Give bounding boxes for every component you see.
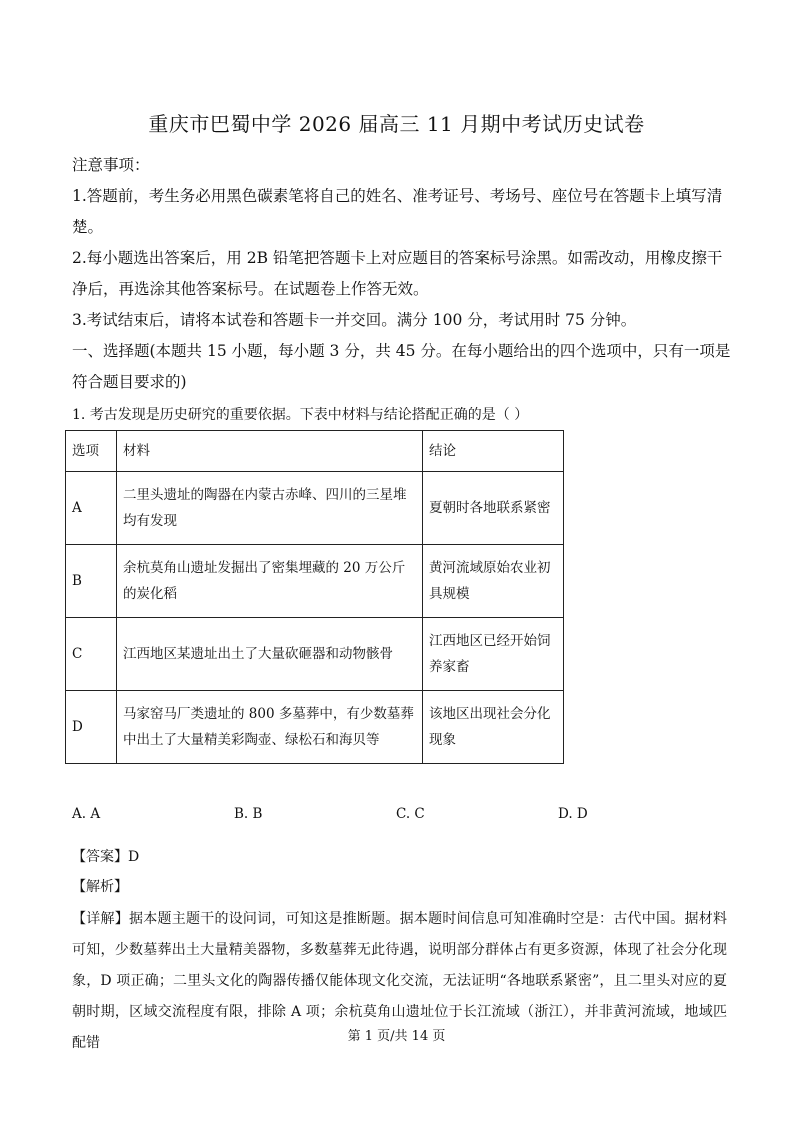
- table-row: [66, 691, 564, 764]
- note-item-3: 3.考试结束后，请将本试卷和答题卡一并交回。满分 100 分，考试用时 75 分钟。: [72, 311, 637, 329]
- row-conclusion: 江西地区已经开始饲养家畜: [423, 618, 564, 691]
- table-row: [66, 545, 564, 618]
- choice-d: D. D: [558, 806, 588, 822]
- row-material: 江西地区某遗址出土了大量砍砸器和动物骸骨: [117, 618, 423, 691]
- choice-c: C. C: [396, 806, 425, 822]
- row-conclusion: 该地区出现社会分化现象: [423, 691, 564, 764]
- row-material: 二里头遗址的陶器在内蒙古赤峰、四川的三星堆均有发现: [117, 472, 423, 545]
- exam-notes: [72, 150, 732, 398]
- row-conclusion: 黄河流域原始农业初具规模: [423, 545, 564, 618]
- row-option: B: [66, 545, 117, 618]
- page-footer: 第 1 页/共 14 页: [347, 1029, 446, 1044]
- section-heading: 一、选择题(本题共 15 小题，每小题 3 分，共 45 分。在每小题给出的四个选项中，只有一项是符合题目要求的): [72, 342, 731, 391]
- detail-paragraph: 【详解】据本题主题干的设问词，可知这是推断题。据本题时间信息可知准确时空是：古代中国。据材料可知，少数墓葬出土大量精美器物，多数墓葬无此待遇，说明部分群体占有更多资源，体现了社会分化现象，D 项正确；二里头文化的陶器传播仅能体现文化交流，无法证明“各地联系紧密”，且二里头对应的夏朝时期，区域交流程度有限，排除 A 项；余杭莫角山遗址位于长江流域（浙江），并非黄河流域，地域匹配错: [72, 911, 727, 1051]
- table-row: [66, 618, 564, 691]
- row-material: 余杭莫角山遗址发掘出了密集埋藏的 20 万公斤的炭化稻: [117, 545, 423, 618]
- header-material: 材料: [117, 431, 423, 472]
- header-conclusion: 结论: [423, 431, 564, 472]
- choice-b: B. B: [234, 806, 263, 822]
- choice-a: A. A: [72, 806, 101, 822]
- row-option: A: [66, 472, 117, 545]
- table-header-row: [66, 431, 564, 472]
- notes-heading: 注意事项：: [72, 156, 150, 174]
- row-material: 马家窑马厂类遗址的 800 多墓葬中，有少数墓葬中出土了大量精美彩陶壶、绿松石和海贝等: [117, 691, 423, 764]
- row-option: C: [66, 618, 117, 691]
- analysis-label: 【解析】: [72, 879, 128, 895]
- row-conclusion: 夏朝时各地联系紧密: [423, 472, 564, 545]
- note-item-1: 1.答题前，考生务必用黑色碳素笔将自己的姓名、准考证号、考场号、座位号在答题卡上填写清楚。: [72, 187, 723, 236]
- answer-label: 【答案】D: [72, 849, 140, 865]
- row-option: D: [66, 691, 117, 764]
- page-title: 重庆市巴蜀中学 2026 届高三 11 月期中考试历史试卷: [148, 112, 645, 136]
- table-row: [66, 472, 564, 545]
- note-item-2: 2.每小题选出答案后，用 2B 铅笔把答题卡上对应题目的答案标号涂黑。如需改动，用橡皮擦干净后，再选涂其他答案标号。在试题卷上作答无效。: [72, 249, 723, 298]
- question-1-table: [65, 430, 564, 764]
- header-option: 选项: [66, 431, 117, 472]
- question-1-stem: 1. 考古发现是历史研究的重要依据。下表中材料与结论搭配正确的是（ ）: [72, 407, 529, 423]
